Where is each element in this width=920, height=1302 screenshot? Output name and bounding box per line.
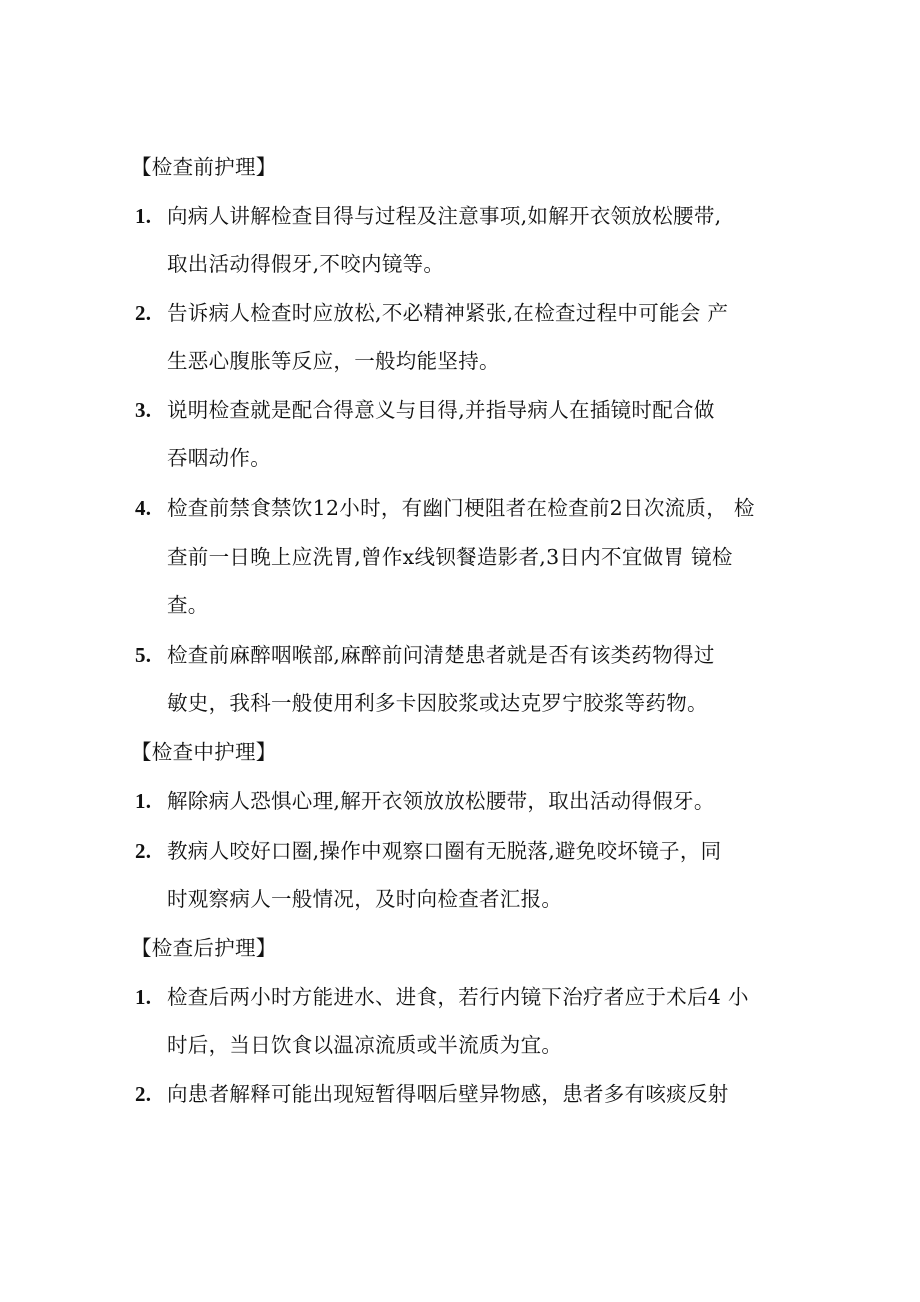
item-text-line: 查前一日晚上应洗胃,曾作x线钡餐造影者,3日内不宜做胃 镜检 [167,545,733,569]
item-text-line: 解除病人恐惧心理,解开衣领放放松腰带，取出活动得假牙。 [167,789,715,813]
item-number: 3. [135,398,152,422]
item-number: 2. [135,1082,152,1106]
item-text-line: 时后，当日饮食以温凉流质或半流质为宜。 [167,1033,563,1057]
item-text-line: 吞咽动作。 [167,446,271,470]
item-text-line: 敏史，我科一般使用利多卡因胶浆或达克罗宁胶浆等药物。 [167,691,708,715]
item-number: 1. [135,204,152,228]
section-heading-post-exam: 【检查后护理】 [131,936,277,960]
item-text-line: 教病人咬好口圈,操作中观察口圈有无脱落,避免咬坏镜子，同 [167,839,722,863]
item-text-line: 取出活动得假牙,不咬内镜等。 [167,252,445,276]
item-text-line: 生恶心腹胀等反应，一般均能坚持。 [167,349,500,373]
item-number: 1. [135,985,152,1009]
item-number: 2. [135,301,152,325]
item-text-line: 检查前禁食禁饮12小时，有幽门梗阻者在检查前2日次流质， 检 [167,496,755,520]
section-heading-during-exam: 【检查中护理】 [131,740,277,764]
item-text-line: 检查前麻醉咽喉部,麻醉前问清楚患者就是否有该类药物得过 [167,643,715,667]
item-number: 4. [135,496,152,520]
item-text-line: 告诉病人检查时应放松,不必精神紧张,在检查过程中可能会 产 [167,301,729,325]
item-number: 1. [135,789,152,813]
item-number: 5. [135,643,152,667]
item-text-line: 时观察病人一般情况，及时向检查者汇报。 [167,887,563,911]
item-text-line: 检查后两小时方能进水、进食，若行内镜下治疗者应于术后4 小 [167,985,749,1009]
section-heading-pre-exam: 【检查前护理】 [131,155,277,179]
item-text-line: 说明检查就是配合得意义与目得,并指导病人在插镜时配合做 [167,398,715,422]
item-text-line: 向患者解释可能出现短暂得咽后壁异物感，患者多有咳痰反射 [167,1082,729,1106]
item-text-line: 向病人讲解检查目得与过程及注意事项,如解开衣领放松腰带, [167,204,722,228]
item-text-line: 查。 [167,593,209,617]
item-number: 2. [135,839,152,863]
